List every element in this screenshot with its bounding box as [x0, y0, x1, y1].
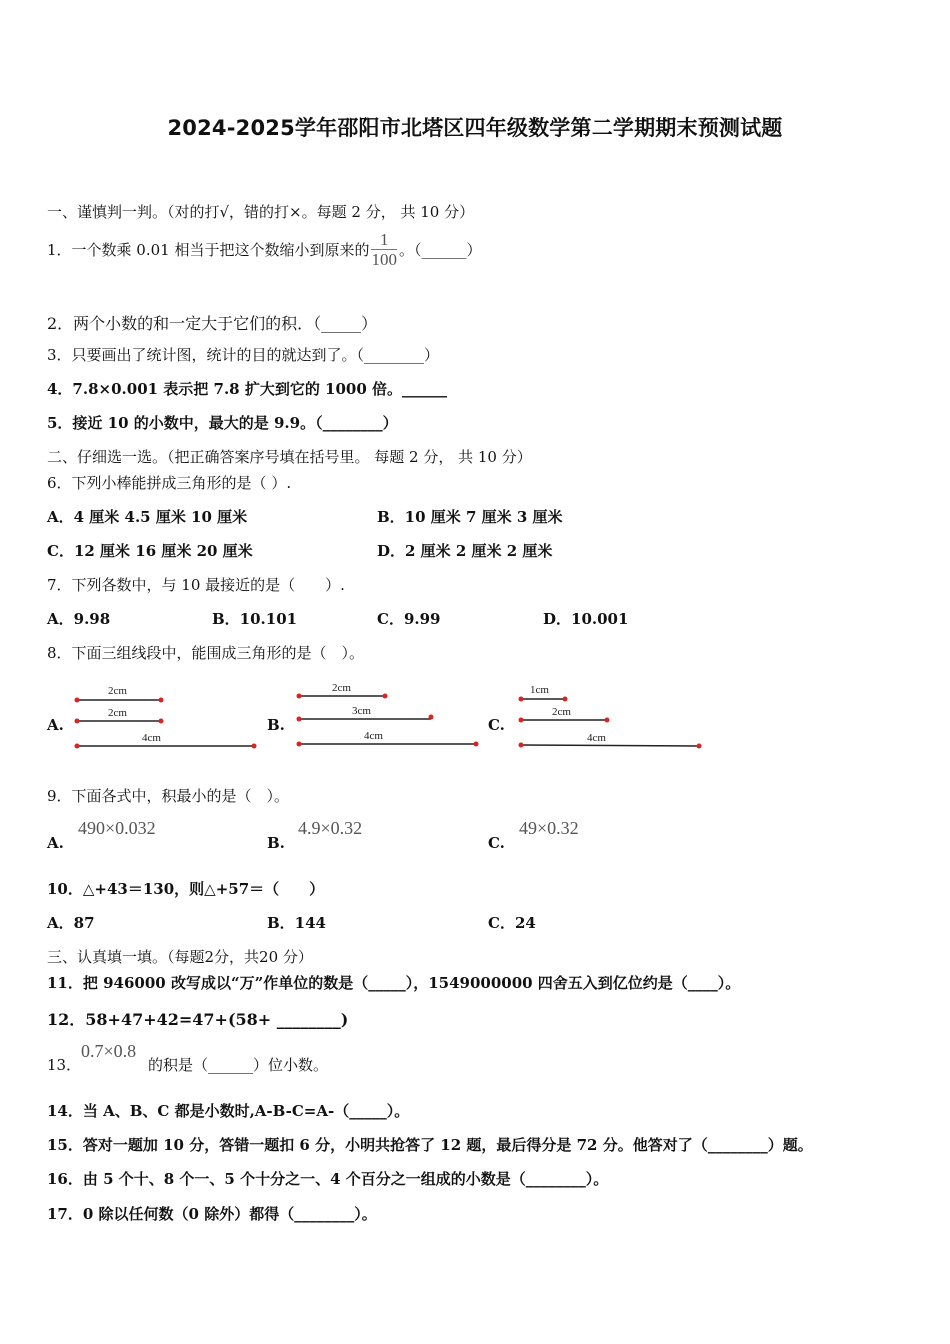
- question-10: 10．△+43＝130，则△+57＝（ ）: [47, 880, 325, 898]
- question-8: 8．下面三组线段中，能围成三角形的是（ ）。: [47, 644, 365, 662]
- fig-b-label-2: 3cm: [352, 705, 371, 717]
- question-13-number: 13．: [47, 1056, 82, 1074]
- page-title: 2024-2025学年邵阳市北塔区四年级数学第二学期期末预测试题: [167, 116, 783, 140]
- q10-option-a: A．87: [47, 914, 95, 932]
- q6-option-b: B．10 厘米 7 厘米 3 厘米: [377, 508, 563, 526]
- section-1-heading: 一、谨慎判一判。（对的打√，错的打×。每题 2 分， 共 10 分）: [47, 203, 475, 221]
- question-9: 9．下面各式中，积最小的是（ ）。: [47, 787, 290, 805]
- q9-option-b: B.: [267, 834, 285, 852]
- fig-b-label-1: 2cm: [332, 682, 351, 694]
- fraction-numerator: 1: [371, 230, 397, 250]
- section-3-heading: 三、认真填一填。（每题2分，共20 分）: [47, 948, 313, 966]
- question-2: 2．两个小数的和一定大于它们的积．（_____）: [47, 314, 378, 333]
- fraction-denominator: 100: [371, 250, 397, 269]
- q10-option-b: B．144: [267, 914, 326, 932]
- q8-figure-a: [70, 680, 270, 760]
- q9-option-a: A.: [47, 834, 64, 852]
- q9-option-c: C.: [488, 834, 505, 852]
- question-5: 5．接近 10 的小数中，最大的是 9.9。（________）: [47, 414, 398, 432]
- fig-c-label-3: 4cm: [587, 732, 606, 744]
- question-16: 16．由 5 个十、8 个一、5 个十分之一、4 个百分之一组成的小数是（________）。: [47, 1170, 609, 1188]
- q9-expr-c: 49×0.32: [519, 818, 579, 838]
- question-1-text: 1．一个数乘 0.01 相当于把这个数缩小到原来的: [47, 240, 370, 259]
- q13-expr: 0.7×0.8: [81, 1041, 137, 1061]
- fig-c-label-2: 2cm: [552, 706, 571, 718]
- q9-expr-a: 490×0.032: [78, 818, 156, 838]
- q7-option-d: D．10.001: [543, 610, 629, 628]
- fig-c-label-1: 1cm: [530, 684, 549, 696]
- question-17: 17．0 除以任何数（0 除外）都得（________）。: [47, 1205, 377, 1223]
- fig-a-label-1: 2cm: [108, 685, 127, 697]
- question-13-text: 的积是（______）位小数。: [148, 1056, 329, 1074]
- q8-option-b: B.: [267, 716, 285, 734]
- q8-option-c: C.: [488, 716, 505, 734]
- q7-option-a: A．9.98: [47, 610, 111, 628]
- q6-option-a: A．4 厘米 4.5 厘米 10 厘米: [47, 508, 248, 526]
- q7-option-c: C．9.99: [377, 610, 441, 628]
- q7-option-b: B．10.101: [212, 610, 298, 628]
- question-12: 12．58+47+42=47+(58+ ________): [47, 1010, 349, 1029]
- question-1: [47, 230, 482, 269]
- question-14: 14．当 A、B、C 都是小数时,A-B-C=A-（_____）。: [47, 1102, 410, 1120]
- question-6: 6．下列小棒能拼成三角形的是（ ）.: [47, 474, 292, 492]
- q6-option-d: D．2 厘米 2 厘米 2 厘米: [377, 542, 553, 560]
- question-3: 3．只要画出了统计图，统计的目的就达到了。（________）: [47, 346, 440, 364]
- section-2-heading: 二、仔细选一选。（把正确答案序号填在括号里。 每题 2 分， 共 10 分）: [47, 448, 532, 466]
- question-7: 7．下列各数中，与 10 最接近的是（ ）.: [47, 576, 345, 594]
- q10-option-c: C．24: [488, 914, 536, 932]
- fraction-1-100: [371, 230, 397, 269]
- q8-figure-c: [512, 678, 712, 758]
- fig-a-label-3: 4cm: [142, 732, 161, 744]
- q9-expr-b: 4.9×0.32: [298, 818, 363, 838]
- q6-option-c: C．12 厘米 16 厘米 20 厘米: [47, 542, 253, 560]
- question-1-blank: 。（______）: [398, 240, 482, 259]
- question-15: 15．答对一题加 10 分，答错一题扣 6 分，小明共抢答了 12 题，最后得分是 72 分。他答对了（________）题。: [47, 1136, 813, 1154]
- q8-figure-b: [290, 678, 490, 758]
- fig-a-label-2: 2cm: [108, 707, 127, 719]
- question-11: 11．把 946000 改写成以“万”作单位的数是（_____），1549000000 四舍五入到亿位约是（____）。: [47, 974, 741, 992]
- q8-option-a: A.: [47, 716, 64, 734]
- fig-b-label-3: 4cm: [364, 730, 383, 742]
- question-4: 4．7.8×0.001 表示把 7.8 扩大到它的 1000 倍。______: [47, 380, 448, 398]
